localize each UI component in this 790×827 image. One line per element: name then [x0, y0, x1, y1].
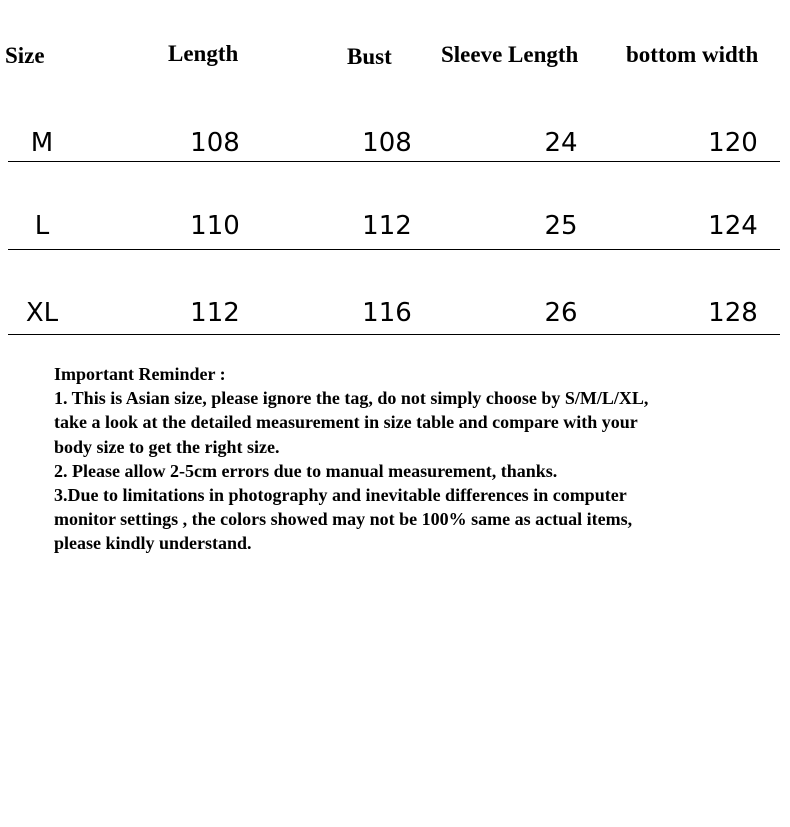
reminder-line: monitor settings , the colors showed may not be 100% same as actual items,	[54, 509, 633, 530]
row-m-size: M	[30, 128, 54, 158]
row-m-sleeve: 24	[544, 128, 578, 158]
row-m-bottom: 120	[708, 128, 758, 158]
row-m-length: 108	[190, 128, 240, 158]
reminder-line: 2. Please allow 2-5cm errors due to manual measurement, thanks.	[54, 460, 558, 481]
reminder-line: take a look at the detailed measurement in size table and compare with your	[54, 412, 638, 433]
row-l-bottom: 124	[708, 211, 758, 241]
row-l-size: L	[34, 211, 50, 241]
row-divider	[8, 334, 780, 335]
header-size: Size	[5, 43, 45, 68]
row-divider	[8, 249, 780, 250]
row-xl-size: XL	[25, 298, 59, 328]
header-sleeve-length: Sleeve Length	[441, 42, 579, 67]
row-xl-bottom: 128	[708, 298, 758, 328]
reminder-title: Important Reminder :	[54, 364, 226, 384]
row-m-bust: 108	[362, 128, 412, 158]
row-xl-bust: 116	[362, 298, 412, 328]
reminder-line: 3.Due to limitations in photography and inevitable differences in computer	[54, 485, 627, 506]
row-xl-sleeve: 26	[544, 298, 578, 328]
row-divider	[8, 161, 780, 162]
important-reminder	[54, 362, 774, 556]
header-bust: Bust	[347, 44, 392, 69]
row-xl-length: 112	[190, 298, 240, 328]
header-bottom-width: bottom width	[626, 42, 759, 67]
reminder-line: body size to get the right size.	[54, 436, 280, 457]
row-l-sleeve: 25	[544, 211, 578, 241]
reminder-line: 1. This is Asian size, please ignore the tag, do not simply choose by S/M/L/XL,	[54, 388, 649, 409]
reminder-line: please kindly understand.	[54, 533, 252, 554]
header-length: Length	[168, 41, 239, 66]
row-l-length: 110	[190, 211, 240, 241]
row-l-bust: 112	[362, 211, 412, 241]
